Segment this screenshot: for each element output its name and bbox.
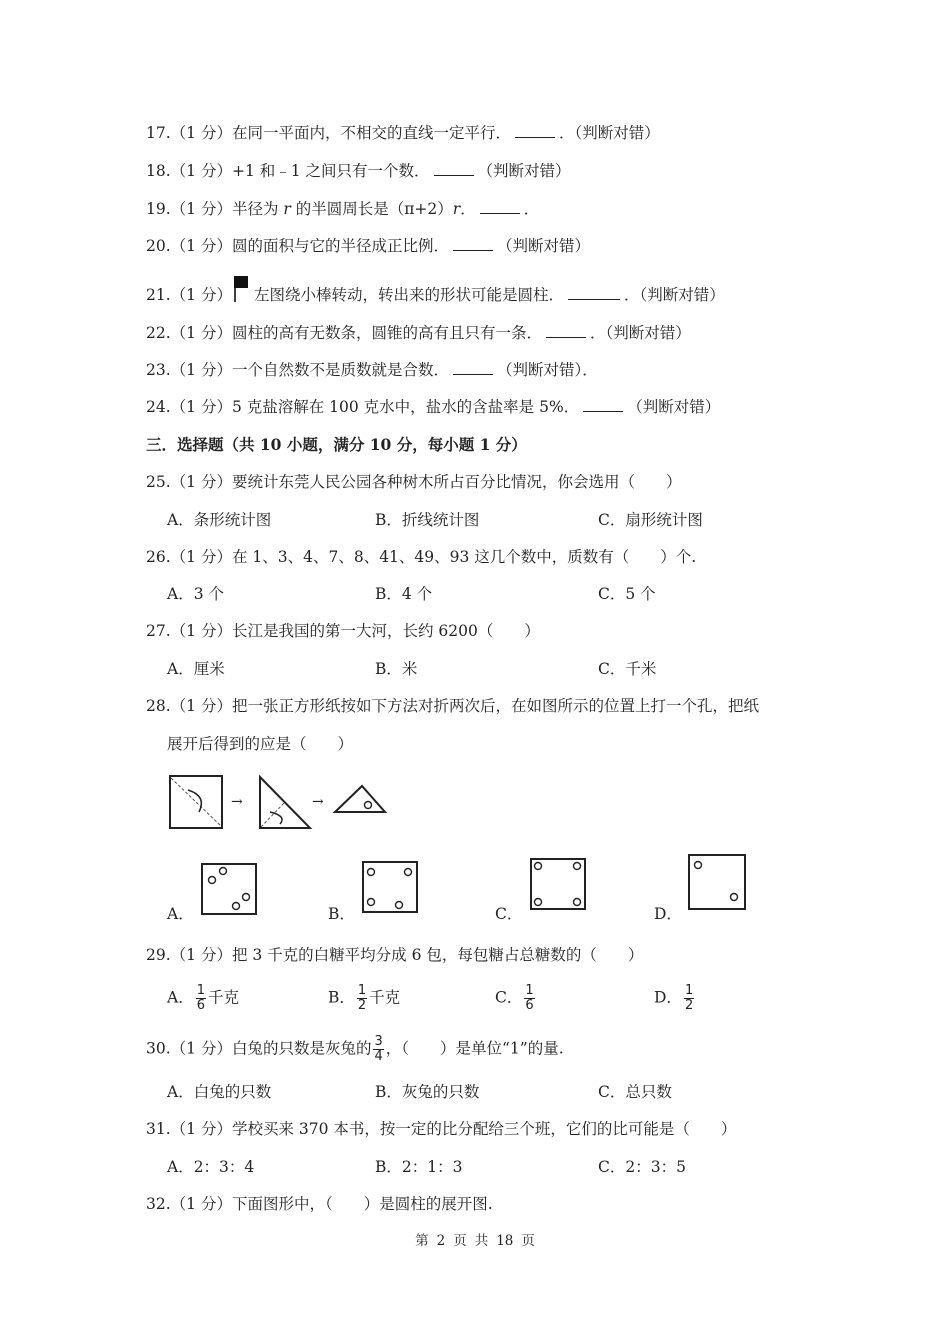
question-number: 26. <box>146 548 171 566</box>
question-text: 5 克盐溶解在 100 克水中，盐水的含盐率是 5%． <box>231 398 580 416</box>
question-number: 31. <box>146 1120 171 1138</box>
fraction <box>196 984 206 1013</box>
option-a-figure[interactable] <box>200 862 260 918</box>
option-c[interactable]: C．总只数 <box>598 1083 672 1101</box>
question-text: 在 1、3、4、7、8、41、49、93 这几个数中，质数有（ ）个. <box>231 548 697 566</box>
question-text: 一个自然数不是质数就是合数． <box>231 361 449 379</box>
question-text: 圆柱的高有无数条，圆锥的高有且只有一条． <box>231 324 542 342</box>
option-label: D． <box>654 988 682 1007</box>
question-number: 22. <box>146 324 171 342</box>
question-19 <box>146 199 539 219</box>
option-c[interactable]: C．千米 <box>598 660 657 678</box>
numerator: 1 <box>684 983 694 998</box>
unfolded-square <box>689 855 745 909</box>
footer-text: 页 <box>453 1233 467 1249</box>
fold-arrow <box>270 812 282 824</box>
question-text: 圆的面积与它的半径成正比例． <box>231 237 449 255</box>
option-b[interactable]: B． <box>328 905 355 923</box>
question-31 <box>146 1119 736 1139</box>
question-text: 学校买来 370 本书，按一定的比分配给三个班，它们的比可能是（ ） <box>231 1120 737 1138</box>
question-text: 白兔的只数是灰兔的 <box>231 1039 372 1058</box>
question-score: （1 分） <box>170 946 232 964</box>
question-number: 18. <box>146 162 171 180</box>
hole <box>731 894 738 901</box>
hole <box>365 802 372 809</box>
numerator: 1 <box>196 983 205 998</box>
hole <box>574 899 581 906</box>
arrow-icon: → <box>312 794 324 810</box>
question-score: （1 分） <box>170 237 232 255</box>
question-30 <box>146 1035 564 1064</box>
hole <box>396 902 403 909</box>
question-32 <box>146 1194 493 1214</box>
option-a[interactable] <box>167 984 239 1013</box>
question-17 <box>146 123 660 143</box>
fraction <box>373 1035 383 1064</box>
page-number: 2 <box>436 1233 446 1249</box>
question-score: （1 分） <box>170 548 232 566</box>
option-c-figure[interactable] <box>529 857 589 913</box>
option-b-figure[interactable] <box>361 860 421 916</box>
question-score: （1 分） <box>170 1120 232 1138</box>
question-score: （1 分） <box>170 398 232 416</box>
question-text: 把一张正方形纸按如下方法对折两次后，在如图所示的位置上打一个孔，把纸 <box>231 697 759 715</box>
question-text: 下面图形中，（ ）是圆柱的展开图. <box>231 1195 493 1213</box>
question-suffix: ．（判断对错） <box>589 324 691 342</box>
question-number: 28. <box>146 697 171 715</box>
question-number: 27. <box>146 622 171 640</box>
total-pages: 18 <box>496 1233 514 1249</box>
question-text: 长江是我国的第一大河，长约 6200（ ） <box>231 622 540 640</box>
question-20 <box>146 236 590 256</box>
denominator: 6 <box>196 998 205 1013</box>
numerator: 1 <box>357 983 367 998</box>
fold-arrow <box>188 790 201 812</box>
numerator: 3 <box>374 1034 383 1049</box>
option-d-figure[interactable] <box>687 853 749 913</box>
option-label: A． <box>167 988 194 1007</box>
question-text: 在同一平面内，不相交的直线一定平行． <box>231 124 511 142</box>
hole <box>695 862 702 869</box>
arrow-icon: → <box>231 794 243 810</box>
question-25 <box>146 472 681 492</box>
question-text: 半径为 <box>231 200 284 218</box>
triangle-paper <box>260 777 310 828</box>
question-score: （1 分） <box>170 286 232 304</box>
question-23 <box>146 360 598 380</box>
question-text: ． <box>460 200 476 218</box>
option-b[interactable]: B．折线统计图 <box>375 511 480 529</box>
option-d[interactable]: D． <box>654 905 682 923</box>
question-suffix: ．（判断对错） <box>558 124 660 142</box>
question-suffix: ． <box>523 200 540 218</box>
question-score: （1 分） <box>170 200 232 218</box>
answer-blank[interactable] <box>568 285 620 300</box>
question-number: 24. <box>146 398 171 416</box>
question-score: （1 分） <box>170 162 232 180</box>
option-label: B． <box>328 988 355 1007</box>
fold-line <box>171 778 221 826</box>
footer-text: 共 <box>474 1233 489 1249</box>
hole <box>405 869 412 876</box>
question-score: （1 分） <box>170 124 232 142</box>
footer-text: 第 <box>415 1233 429 1249</box>
question-text: 左图绕小棒转动，转出来的形状可能是圆柱． <box>253 286 564 304</box>
question-text: 要统计东莞人民公园各种树木所占百分比情况，你会选用（ ） <box>231 473 682 491</box>
option-a[interactable]: A．厘米 <box>167 660 225 678</box>
option-a[interactable]: A．条形统计图 <box>167 511 272 529</box>
question-28 <box>146 696 759 716</box>
unit: 千克 <box>207 988 239 1007</box>
question-suffix: ．（判断对错） <box>623 286 725 304</box>
question-score: （1 分） <box>170 697 232 715</box>
fraction <box>524 984 534 1013</box>
hole <box>233 903 240 910</box>
option-c[interactable]: C． <box>495 905 523 923</box>
question-text: 把 3 千克的白糖平均分成 6 包，每包糖占总糖数的（ ） <box>231 946 644 964</box>
square-paper <box>170 776 222 828</box>
option-b[interactable]: B．2：1：3 <box>375 1158 463 1176</box>
hole <box>535 899 542 906</box>
option-a[interactable]: A．白兔的只数 <box>167 1083 272 1101</box>
question-suffix: （判断对错） <box>496 237 590 255</box>
question-22 <box>146 323 691 343</box>
footer-text: 页 <box>521 1233 535 1249</box>
hole <box>209 877 216 884</box>
answer-blank[interactable] <box>515 123 555 138</box>
question-number: 17. <box>146 124 171 142</box>
question-text: +1 和﹣1 之间只有一个数． <box>231 162 430 180</box>
option-b[interactable] <box>328 984 400 1013</box>
answer-blank[interactable] <box>453 236 493 251</box>
answer-blank[interactable] <box>453 360 493 375</box>
hole <box>574 863 581 870</box>
question-number: 19. <box>146 200 171 218</box>
option-b[interactable]: B．4 个 <box>375 585 433 603</box>
answer-blank[interactable] <box>434 161 474 176</box>
answer-blank[interactable] <box>546 323 586 338</box>
option-a[interactable]: A．3 个 <box>167 585 224 603</box>
question-suffix: （判断对错）． <box>496 361 598 379</box>
question-number: 25. <box>146 473 171 491</box>
page-footer <box>0 1229 950 1249</box>
question-text: ，（ ）是单位“1”的量. <box>385 1039 564 1058</box>
question-18 <box>146 161 571 181</box>
question-number: 21. <box>146 286 171 304</box>
hole <box>243 894 250 901</box>
question-suffix: （判断对错） <box>477 162 571 180</box>
question-score: （1 分） <box>170 1039 232 1058</box>
question-text: 的半圆周长是（π+2） <box>290 200 453 218</box>
option-c[interactable]: C．5 个 <box>598 585 656 603</box>
option-c[interactable]: C．扇形统计图 <box>598 511 703 529</box>
hole <box>368 869 375 876</box>
denominator: 2 <box>357 998 367 1013</box>
option-b[interactable]: B．米 <box>375 660 418 678</box>
question-score: （1 分） <box>170 361 232 379</box>
fraction <box>357 984 367 1013</box>
question-24 <box>146 397 720 417</box>
question-21 <box>146 285 725 305</box>
hole <box>220 868 227 875</box>
hole <box>368 899 375 906</box>
denominator: 2 <box>684 998 694 1013</box>
unfolded-square <box>202 864 256 914</box>
option-a[interactable]: A．2：3：4 <box>167 1158 255 1176</box>
unfolded-square <box>363 862 417 912</box>
question-28-line2: 展开后得到的应是（ ） <box>167 735 354 753</box>
answer-blank[interactable] <box>583 397 623 412</box>
question-26 <box>146 547 696 567</box>
question-29 <box>146 945 643 965</box>
question-score: （1 分） <box>170 622 232 640</box>
option-c[interactable]: C．2：3：5 <box>598 1158 686 1176</box>
hole <box>535 863 542 870</box>
question-number: 20. <box>146 237 171 255</box>
option-b[interactable]: B．灰兔的只数 <box>375 1083 480 1101</box>
question-number: 30. <box>146 1039 171 1058</box>
numerator: 1 <box>525 983 534 998</box>
question-number: 23. <box>146 361 171 379</box>
variable-r: r <box>452 200 461 218</box>
question-score: （1 分） <box>170 324 232 342</box>
question-score: （1 分） <box>170 473 232 491</box>
section-heading: 三．选择题（共 10 小题，满分 10 分，每小题 1 分） <box>146 435 527 454</box>
option-d[interactable] <box>654 984 696 1013</box>
question-number: 29. <box>146 946 171 964</box>
unfolded-square <box>531 859 585 909</box>
question-27 <box>146 621 540 641</box>
question-suffix: （判断对错） <box>627 398 721 416</box>
small-triangle <box>335 786 385 812</box>
option-c[interactable] <box>495 984 537 1013</box>
variable-r: r <box>283 200 291 218</box>
unit: 千克 <box>369 988 401 1007</box>
denominator: 4 <box>374 1049 383 1064</box>
question-score: （1 分） <box>170 1195 232 1213</box>
option-a[interactable]: A． <box>167 905 194 923</box>
denominator: 6 <box>525 998 534 1013</box>
option-label: C． <box>495 988 523 1007</box>
paper-folding-figure <box>165 772 395 832</box>
question-number: 32. <box>146 1195 171 1213</box>
answer-blank[interactable] <box>480 199 520 214</box>
fraction <box>684 984 694 1013</box>
